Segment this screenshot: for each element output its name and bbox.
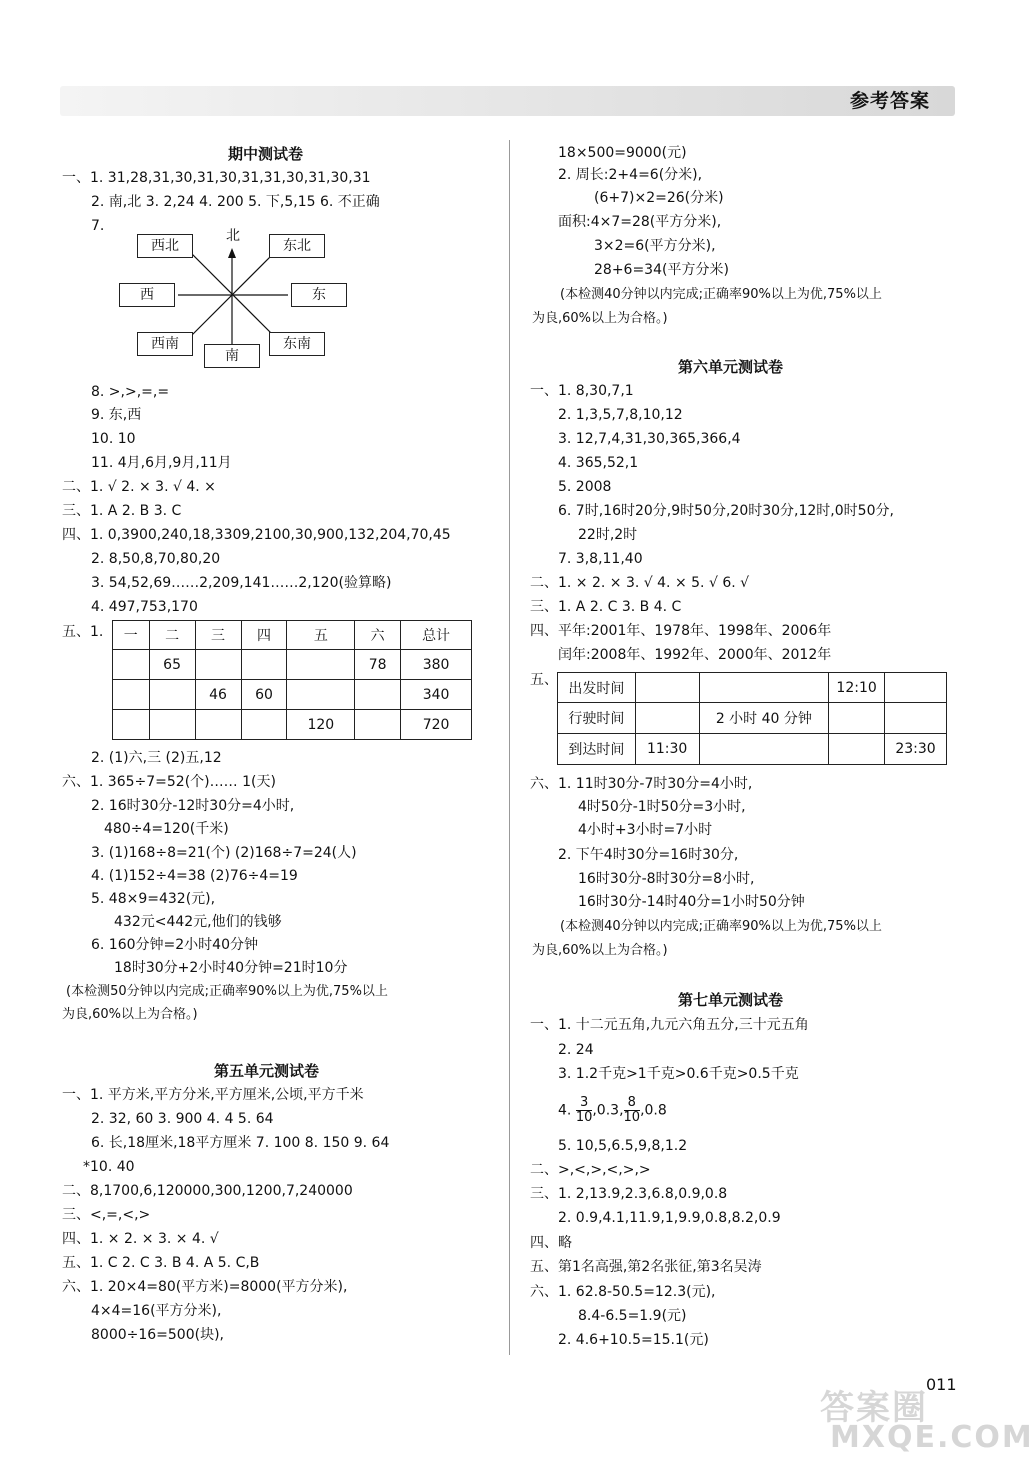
answer-line: 5. 10,5,6.5,9,8,1.2 [558,1138,688,1154]
answer-line: 三、1. A 2. C 3. B 4. C [530,599,682,615]
answer-line: 四、平年:2001年、1978年、1998年、2006年 [530,623,832,639]
answer-line: 一、1. 31,28,31,30,31,30,31,31,30,31,30,31 [62,170,371,186]
table-cell: 2 小时 40 分钟 [699,703,829,734]
answer-line: 一、1. 十二元五角,九元六角五分,三十元五角 [530,1017,809,1033]
table-header-cell: 三 [195,621,241,650]
answer-line: 6. 160分钟=2小时40分钟 [91,937,258,953]
answer-line: 5. 48×9=432(元), [91,891,216,907]
answer-line: 四、1. 0,3900,240,18,3309,2100,30,900,132,204,70,45 [62,527,451,543]
table-cell [195,650,241,680]
answer-line: 2. 32, 60 3. 900 4. 4 5. 64 [91,1111,274,1127]
table-cell: 340 [401,680,472,710]
answer-line: 7. 3,8,11,40 [558,551,643,567]
fraction [576,1096,593,1125]
table-cell [699,673,829,703]
answer-line: 五、 [530,672,558,688]
midterm-title: 期中测试卷 [228,145,304,163]
table-cell: 380 [401,650,472,680]
table-cell: 到达时间 [558,734,636,765]
fraction [624,1096,641,1125]
fraction-denominator: 10 [623,1110,641,1125]
answer-line: 6. 长,18厘米,18平方厘米 7. 100 8. 150 9. 64 [91,1135,390,1151]
table-cell: 60 [241,680,287,710]
answer-line: 7. [91,218,105,234]
answer-line: (6+7)×2=26(分米) [594,190,724,206]
travel-time-table [557,672,947,765]
answer-line: 六、1. 365÷7=52(个)…… 1(天) [62,774,276,790]
note-line: (本检测40分钟以内完成;正确率90%以上为优,75%以上 [560,919,882,934]
fraction-numerator: 3 [576,1096,593,1111]
answer-line: 2. (1)六,三 (2)五,12 [91,750,222,766]
answer-line: 2. 4.6+10.5=15.1(元) [558,1332,709,1348]
answer-line: 五、1. [62,624,104,640]
answer-line: 六、1. 11时30分-7时30分=4小时, [530,776,753,792]
answer-line: 六、1. 62.8-50.5=12.3(元), [530,1284,716,1300]
header-title: 参考答案 [849,90,930,112]
note-line: 为良,60%以上为合格。) [532,943,668,958]
table-cell: 行驶时间 [558,703,636,734]
answer-line: 432元<442元,他们的钱够 [114,914,282,930]
table-cell [699,734,829,765]
table-cell [241,650,287,680]
table-cell [241,710,287,740]
table-cell: 720 [401,710,472,740]
answer-line: 闰年:2008年、1992年、2000年、2012年 [558,647,832,663]
answer-line: 11. 4月,6月,9月,11月 [91,455,232,471]
answer-line: 三、1. A 2. B 3. C [62,503,182,519]
answer-line: 二、8,1700,6,120000,300,1200,7,240000 [62,1183,353,1199]
table-header-cell: 二 [149,621,195,650]
compass-e-box: 东 [291,283,347,307]
unit7-title: 第七单元测试卷 [678,991,784,1009]
note-line: 为良,60%以上为合格。) [532,311,668,326]
answer-line: 2. 8,50,8,70,80,20 [91,551,221,567]
answer-line: 5. 2008 [558,479,612,495]
answer-line: 2. 周长:2+4=6(分米), [558,167,703,183]
answer-line: 三、<,=,<,> [62,1207,151,1223]
table-header-cell: 六 [355,621,401,650]
table-header-cell: 一 [113,621,150,650]
page-number: 011 [926,1375,957,1394]
answer-line: 9. 东,西 [91,407,142,423]
answer-line: 一、1. 平方米,平方分米,平方厘米,公顷,平方千米 [62,1087,364,1103]
answer-line: 二、1. √ 2. × 3. √ 4. × [62,479,216,495]
compass-sw-box: 西南 [137,332,193,356]
table-cell [635,673,699,703]
answer-line: 22时,2时 [578,527,638,543]
table-header-cell: 总计 [401,621,472,650]
answer-line: 6. 7时,16时20分,9时50分,20时30分,12时,0时50分, [558,503,894,519]
answer-line: *10. 40 [83,1159,135,1175]
answer-line: 二、1. × 2. × 3. √ 4. × 5. √ 6. √ [530,575,750,591]
answer-line: 3. (1)168÷8=21(个) (2)168÷7=24(人) [91,845,357,861]
table-cell [287,650,355,680]
answer-line: 480÷4=120(千米) [104,821,229,837]
table-cell [885,673,947,703]
table-cell [635,703,699,734]
answer-line: 一、1. 8,30,7,1 [530,383,634,399]
answer-line: 16时30分-14时40分=1小时50分钟 [578,894,805,910]
answer-line: 2. 0.9,4.1,11.9,1,9.9,0.8,8.2,0.9 [558,1210,781,1226]
table-cell [113,710,150,740]
note-line: 为良,60%以上为合格。) [62,1007,198,1022]
table-cell: 78 [355,650,401,680]
answer-line: 4. 365,52,1 [558,455,639,471]
watermark-logo: 答案圈 [820,1388,928,1428]
fraction-numerator: 8 [624,1096,641,1111]
answer-line: 16时30分-8时30分=8小时, [578,871,755,887]
table-cell [287,680,355,710]
answer-suffix: ,0.8 [640,1102,667,1119]
answer-line: 3. 12,7,4,31,30,365,366,4 [558,431,741,447]
table-cell [355,710,401,740]
table-cell: 出发时间 [558,673,636,703]
answer-line: 18×500=9000(元) [558,145,687,161]
answer-line: 2. 24 [558,1042,594,1058]
answer-line: 3. 54,52,69……2,209,141……2,120(验算略) [91,575,392,591]
answer-line: 2. 下午4时30分=16时30分, [558,847,739,863]
answer-line: 3×2=6(平方分米), [594,238,716,254]
answer-line: 3. 1.2千克>1千克>0.6千克>0.5千克 [558,1066,799,1082]
compass-nw-box: 西北 [137,234,193,258]
compass-w-box: 西 [119,283,175,307]
answer-line: 五、1. C 2. C 3. B 4. A 5. C,B [62,1255,260,1271]
compass-ne-box: 东北 [269,234,325,258]
answer-line: 4. 497,753,170 [91,599,198,615]
answer-line: 28+6=34(平方分米) [594,262,729,278]
watermark-url: MXQE.COM [830,1420,1034,1455]
compass-se-box: 东南 [269,332,325,356]
table-header-cell: 五 [287,621,355,650]
answer-line: 五、第1名高强,第2名张征,第3名吴涛 [530,1259,762,1275]
table-cell: 11:30 [635,734,699,765]
table-cell [829,734,885,765]
answer-line: 2. 16时30分-12时30分=4小时, [91,798,295,814]
answer-prefix: 4. [558,1102,572,1119]
answer-line: 4×4=16(平方分米), [91,1303,222,1319]
north-arrow-icon [228,248,236,258]
table-cell: 23:30 [885,734,947,765]
table-cell: 120 [287,710,355,740]
midterm-table [112,620,472,740]
note-line: (本检测50分钟以内完成;正确率90%以上为优,75%以上 [66,984,388,999]
answer-line: 18时30分+2小时40分钟=21时10分 [114,960,348,976]
fraction-answer-line [558,1096,667,1125]
answer-line: 4. (1)152÷4=38 (2)76÷4=19 [91,868,298,884]
table-cell: 12:10 [829,673,885,703]
header-band [60,86,955,116]
answer-line: 8. >,>,=,= [91,384,170,400]
answer-line: 2. 1,3,5,7,8,10,12 [558,407,683,423]
table-cell: 46 [195,680,241,710]
answer-line: 四、1. × 2. × 3. × 4. √ [62,1231,219,1247]
compass-north-label: 北 [226,228,240,244]
answer-line: 二、>,<,>,<,>,> [530,1162,651,1178]
table-cell [355,680,401,710]
note-line: (本检测40分钟以内完成;正确率90%以上为优,75%以上 [560,287,882,302]
answer-line: 8.4-6.5=1.9(元) [578,1308,687,1324]
answer-line: 六、1. 20×4=80(平方米)=8000(平方分米), [62,1279,348,1295]
column-divider [509,140,510,1355]
table-cell [829,703,885,734]
unit6-title: 第六单元测试卷 [678,358,784,376]
table-cell [149,680,195,710]
unit5-title: 第五单元测试卷 [214,1062,320,1080]
table-cell [885,703,947,734]
table-cell [113,680,150,710]
answer-line: 面积:4×7=28(平方分米), [558,214,722,230]
compass-s-box: 南 [204,344,260,368]
table-cell [195,710,241,740]
answer-line: 4小时+3小时=7小时 [578,822,713,838]
table-header-cell: 四 [241,621,287,650]
answer-line: 三、1. 2,13.9,2.3,6.8,0.9,0.8 [530,1186,728,1202]
answer-line: 2. 南,北 3. 2,24 4. 200 5. 下,5,15 6. 不正确 [91,194,380,210]
fraction-denominator: 10 [575,1110,593,1125]
answer-line: 10. 10 [91,431,136,447]
table-cell [113,650,150,680]
table-cell [149,710,195,740]
answer-mid: ,0.3, [592,1102,624,1119]
answer-line: 4时50分-1时50分=3小时, [578,799,746,815]
answer-line: 四、略 [530,1235,572,1251]
answer-line: 8000÷16=500(块), [91,1327,224,1343]
table-cell: 65 [149,650,195,680]
